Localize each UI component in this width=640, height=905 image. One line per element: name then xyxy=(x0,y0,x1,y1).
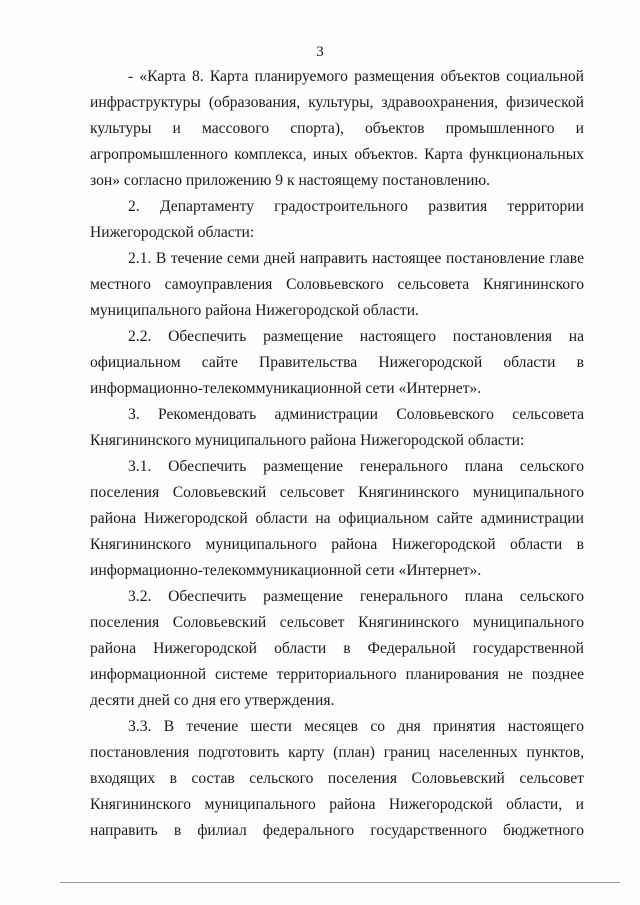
text-line: инфраструктуры (образования, культуры, здравоохранения, физической xyxy=(90,94,584,111)
text-line: района Нижегородской области в Федеральной государственной xyxy=(90,640,584,657)
paragraph-3-1 xyxy=(90,454,584,584)
page-number: 3 xyxy=(316,44,324,60)
text-line: 2.1. В течение семи дней направить настоящее постановление главе xyxy=(128,250,584,267)
text-line: 3.3. В течение шести месяцев со дня принятия настоящего xyxy=(128,718,584,735)
text-line: 3.1. Обеспечить размещение генерального плана сельского xyxy=(128,458,584,475)
text-line: информационной системе территориального планирования не позднее xyxy=(90,666,584,683)
text-line: 3. Рекомендовать администрации Соловьевского сельсовета xyxy=(128,406,584,423)
text-line: Княгининского муниципального района Нижегородской области, и xyxy=(90,796,584,813)
paragraph-2-1 xyxy=(90,246,584,324)
text-line: агропромышленного комплекса, иных объектов. Карта функциональных xyxy=(90,146,584,163)
scan-edge-line xyxy=(60,882,620,883)
paragraph-2 xyxy=(90,194,584,246)
paragraph-3-2 xyxy=(90,584,584,714)
text-line: десяти дней со дня его утверждения. xyxy=(90,692,335,709)
text-line: Нижегородской области: xyxy=(90,224,255,241)
text-line: культуры и массового спорта), объектов промышленного и xyxy=(90,120,584,137)
text-line: 3.2. Обеспечить размещение генерального плана сельского xyxy=(128,588,584,605)
text-line: Княгининского муниципального района Нижегородской области: xyxy=(90,432,525,449)
text-line: направить в филиал федерального государственного бюджетного xyxy=(90,822,584,839)
text-line: постановления подготовить карту (план) границ населенных пунктов, xyxy=(90,744,584,761)
paragraph-2-2 xyxy=(90,324,584,402)
scan-noise xyxy=(0,340,70,400)
document-body xyxy=(90,64,584,844)
text-line: зон» согласно приложению 9 к настоящему постановлению. xyxy=(90,172,491,189)
text-line: официальном сайте Правительства Нижегородской области в xyxy=(90,354,584,371)
paragraph-map8 xyxy=(90,64,584,194)
text-line: поселения Соловьевский сельсовет Княгининского муниципального xyxy=(90,614,584,631)
text-line: поселения Соловьевский сельсовет Княгининского муниципального xyxy=(90,484,584,501)
text-line: муниципального района Нижегородской области. xyxy=(90,302,419,319)
text-line: 2. Департаменту градостроительного развития территории xyxy=(128,198,584,215)
text-line: - «Карта 8. Карта планируемого размещения объектов социальной xyxy=(128,68,584,85)
text-line: информационно-телекоммуникационной сети «Интернет». xyxy=(90,380,482,397)
text-line: района Нижегородской области на официальном сайте администрации xyxy=(90,510,584,527)
text-line: местного самоуправления Соловьевского сельсовета Княгининского xyxy=(90,276,584,293)
text-line: Княгининского муниципального района Нижегородской области в xyxy=(90,536,584,553)
paragraph-3 xyxy=(90,402,584,454)
text-line: информационно-телекоммуникационной сети «Интернет». xyxy=(90,562,482,579)
text-line: 2.2. Обеспечить размещение настоящего постановления на xyxy=(128,328,584,345)
paragraph-3-3 xyxy=(90,714,584,844)
text-line: входящих в состав сельского поселения Соловьевский сельсовет xyxy=(90,770,584,787)
